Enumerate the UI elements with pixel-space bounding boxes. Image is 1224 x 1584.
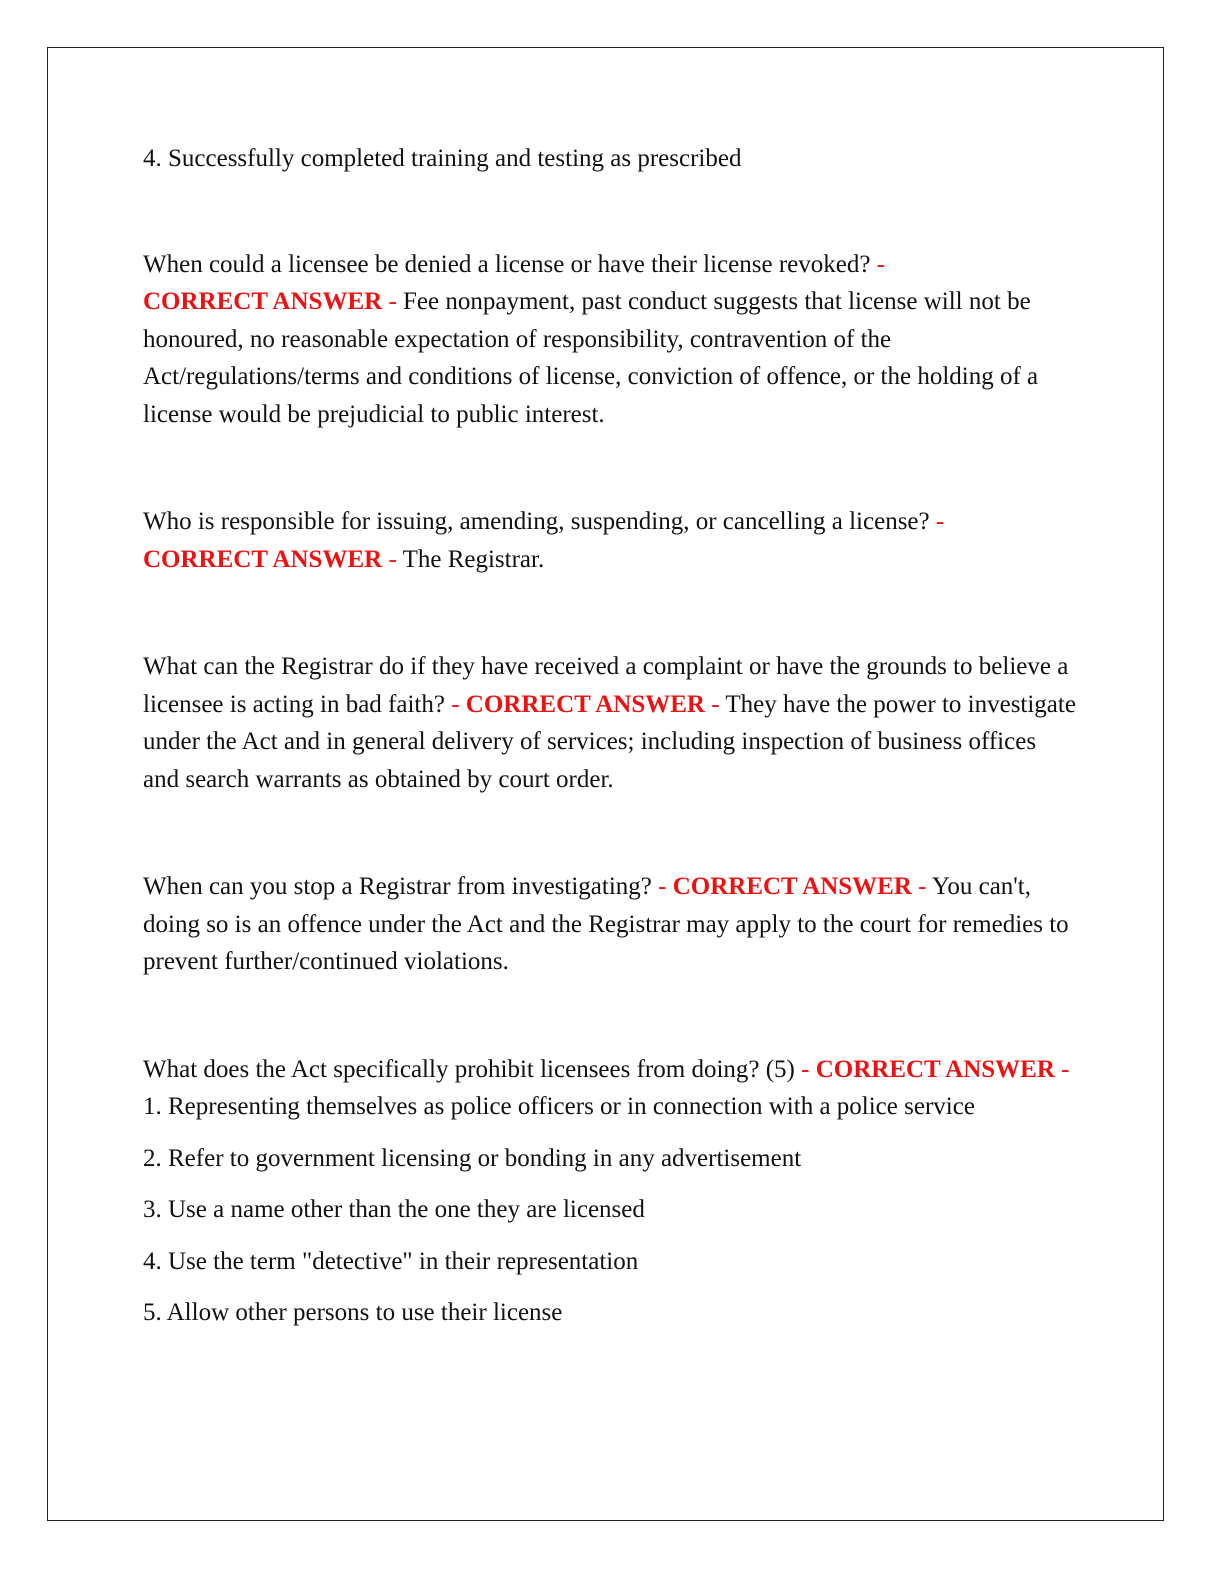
answer-text: 1. Representing themselves as police officers or in connection with a police service bbox=[143, 1093, 975, 1120]
list-item-continued: 4. Successfully completed training and testing as prescribed bbox=[143, 145, 742, 172]
answer-marker: - CORRECT ANSWER - bbox=[658, 873, 927, 900]
question-text: What can the Registrar do if they have received a complaint or have the grounds to believe a licensee is acting in bad faith? bbox=[143, 653, 1069, 718]
answer-marker: - CORRECT ANSWER - bbox=[801, 1055, 1070, 1083]
list-item: 5. Allow other persons to use their license bbox=[143, 1299, 563, 1326]
qa-item-2 bbox=[143, 503, 1078, 578]
answer-marker: - CORRECT ANSWER - bbox=[143, 508, 945, 573]
answer-text: Fee nonpayment, past conduct suggests that license will not be honoured, no reasonable expectation of responsibility, contravention of the Act/regulations/terms and conditions of license, conviction of offence, or the holding of a license would be prejudicial to public interest. bbox=[143, 288, 1039, 428]
question-text: Who is responsible for issuing, amending, suspending, or cancelling a license? bbox=[143, 508, 930, 535]
question-text: When could a licensee be denied a license or have their license revoked? bbox=[143, 250, 871, 278]
question-text: What does the Act specifically prohibit licensees from doing? (5) bbox=[143, 1055, 795, 1083]
qa-item-3 bbox=[143, 648, 1078, 798]
qa-item-1 bbox=[143, 246, 1078, 434]
answer-text: They have the power to investigate under the Act and in general delivery of services; including inspection of business offices and search warrants as obtained by court order. bbox=[143, 690, 1076, 793]
list-item: 2. Refer to government licensing or bonding in any advertisement bbox=[143, 1144, 802, 1172]
answer-marker: - CORRECT ANSWER - bbox=[451, 690, 720, 718]
question-text: When can you stop a Registrar from investigating? bbox=[143, 873, 652, 900]
list-item: 4. Use the term "detective" in their representation bbox=[143, 1247, 639, 1275]
document-body bbox=[143, 140, 1078, 1402]
answer-marker: - CORRECT ANSWER - bbox=[143, 250, 886, 315]
answer-text: The Registrar. bbox=[402, 545, 545, 573]
answer-text: You can't, doing so is an offence under the Act and the Registrar may apply to the court for remedies to prevent further/continued violations. bbox=[143, 873, 1069, 975]
list-item: 3. Use a name other than the one they are licensed bbox=[143, 1196, 645, 1223]
qa-item-5 bbox=[143, 1051, 1078, 1332]
qa-item-4 bbox=[143, 868, 1078, 981]
